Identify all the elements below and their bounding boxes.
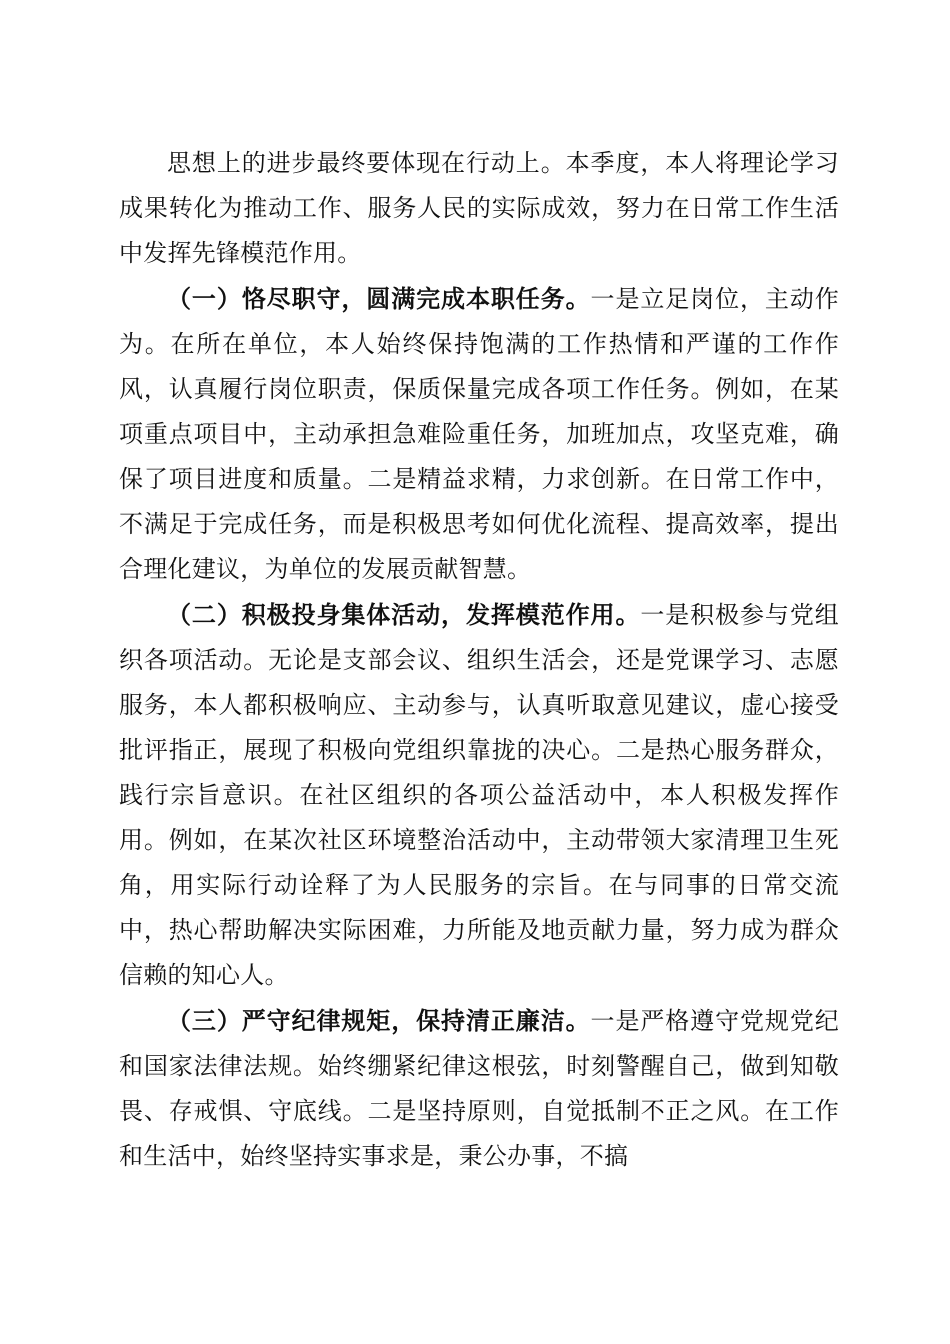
paragraph-section-1: [119, 276, 839, 592]
paragraph-text: 一是严格遵守党规党纪和国家法律法规。始终绷紧纪律这根弦，时刻警醒自己，做到知敬畏、存戒惧、守底线。二是坚持原则，自觉抵制不正之风。在工作和生活中，始终坚持实事求是，秉公办事，不搞: [119, 1007, 840, 1170]
section-heading: （一）恪尽职守，圆满完成本职任务。: [167, 284, 591, 313]
paragraph-text: 一是积极参与党组织各项活动。无论是支部会议、组织生活会，还是党课学习、志愿服务，本人都积极响应、主动参与，认真听取意见建议，虚心接受批评指正，展现了积极向党组织靠拢的决心。二是热心服务群众，践行宗旨意识。在社区组织的各项公益活动中，本人积极发挥作用。例如，在某次社区环境整治活动中，主动带领大家清理卫生死角，用实际行动诠释了为人民服务的宗旨。在与同事的日常交流中，热心帮助解决实际困难，力所能及地贡献力量，努力成为群众信赖的知心人。: [119, 601, 840, 989]
paragraph-section-3: [119, 998, 839, 1179]
paragraph-text: 思想上的进步最终要体现在行动上。本季度，本人将理论学习成果转化为推动工作、服务人民的实际成效，努力在日常工作生活中发挥先锋模范作用。: [119, 149, 839, 267]
section-heading: （二）积极投身集体活动，发挥模范作用。: [167, 600, 641, 629]
paragraph-section-2: [119, 592, 839, 998]
document-body: [119, 141, 839, 1179]
paragraph-text: 一是立足岗位，主动作为。在所在单位，本人始终保持饱满的工作热情和严谨的工作作风，认真履行岗位职责，保质保量完成各项工作任务。例如，在某项重点项目中，主动承担急难险重任务，加班加点，攻坚克难，确保了项目进度和质量。二是精益求精，力求创新。在日常工作中，不满足于完成任务，而是积极思考如何优化流程、提高效率，提出合理化建议，为单位的发展贡献智慧。: [119, 285, 840, 583]
section-heading: （三）严守纪律规矩，保持清正廉洁。: [167, 1006, 591, 1035]
paragraph-intro: [119, 141, 839, 276]
